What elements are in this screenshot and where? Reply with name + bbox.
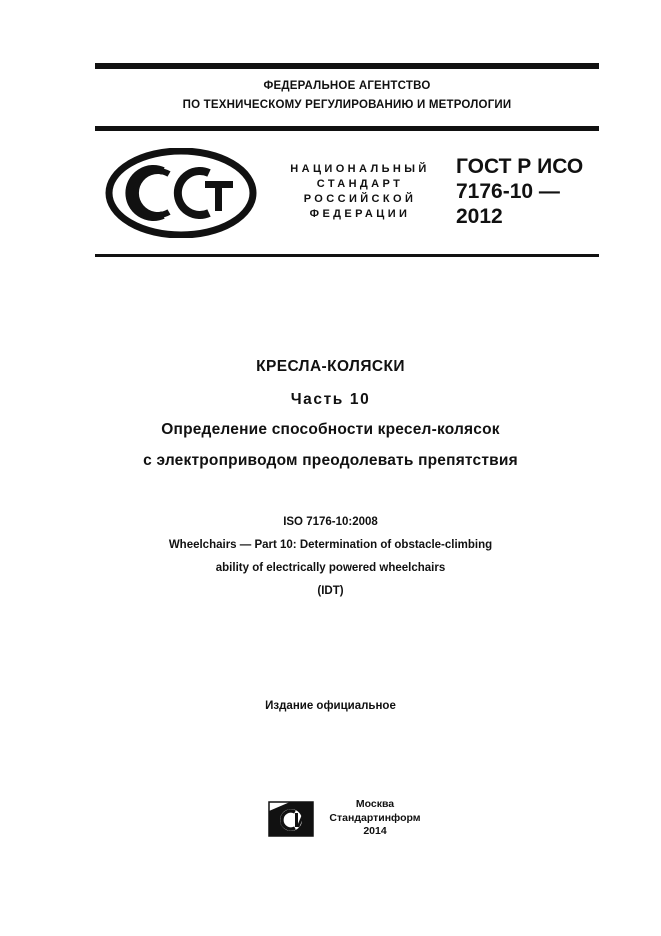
designation-line: 7176-10 — [456, 180, 560, 203]
header-divider [95, 126, 599, 131]
equivalence-mark: (IDT) [317, 585, 344, 597]
standartinform-logo-icon [268, 801, 314, 837]
iso-number: ISO 7176-10:2008 [283, 516, 378, 528]
document-subtitle-line-2: с электроприводом преодолевать препятствия [143, 452, 518, 469]
designation-line: 2012 [456, 205, 503, 228]
publisher-city: Москва [355, 798, 395, 810]
document-part: Часть 10 [290, 391, 371, 408]
national-standard-line: ФЕДЕРАЦИИ [309, 208, 411, 220]
designation-line: ГОСТ Р ИСО [456, 155, 584, 178]
national-standard-label [282, 162, 438, 222]
standard-designation [456, 154, 583, 229]
top-divider [95, 63, 599, 69]
publisher-info [328, 798, 422, 839]
national-standard-line: РОССИЙСКОЙ [303, 193, 417, 205]
edition-label: Издание официальное [265, 700, 396, 712]
iso-title-line-1: Wheelchairs — Part 10: Determination of obstacle-climbing [168, 539, 493, 551]
document-title: КРЕСЛА-КОЛЯСКИ [256, 358, 405, 375]
header-bottom-divider [95, 254, 599, 257]
national-standard-line: НАЦИОНАЛЬНЫЙ [290, 163, 430, 175]
iso-title-line-2: ability of electrically powered wheelchairs [215, 562, 446, 574]
agency-line-2: ПО ТЕХНИЧЕСКОМУ РЕГУЛИРОВАНИЮ И МЕТРОЛОГИИ [182, 99, 512, 111]
rst-mark-icon [105, 148, 257, 238]
publication-year: 2014 [363, 825, 387, 837]
national-standard-line: СТАНДАРТ [316, 178, 404, 190]
publisher-name: Стандартинформ [329, 811, 421, 824]
document-subtitle-line-1: Определение способности кресел-колясок [161, 421, 500, 438]
agency-line-1: ФЕДЕРАЛЬНОЕ АГЕНТСТВО [263, 80, 431, 92]
